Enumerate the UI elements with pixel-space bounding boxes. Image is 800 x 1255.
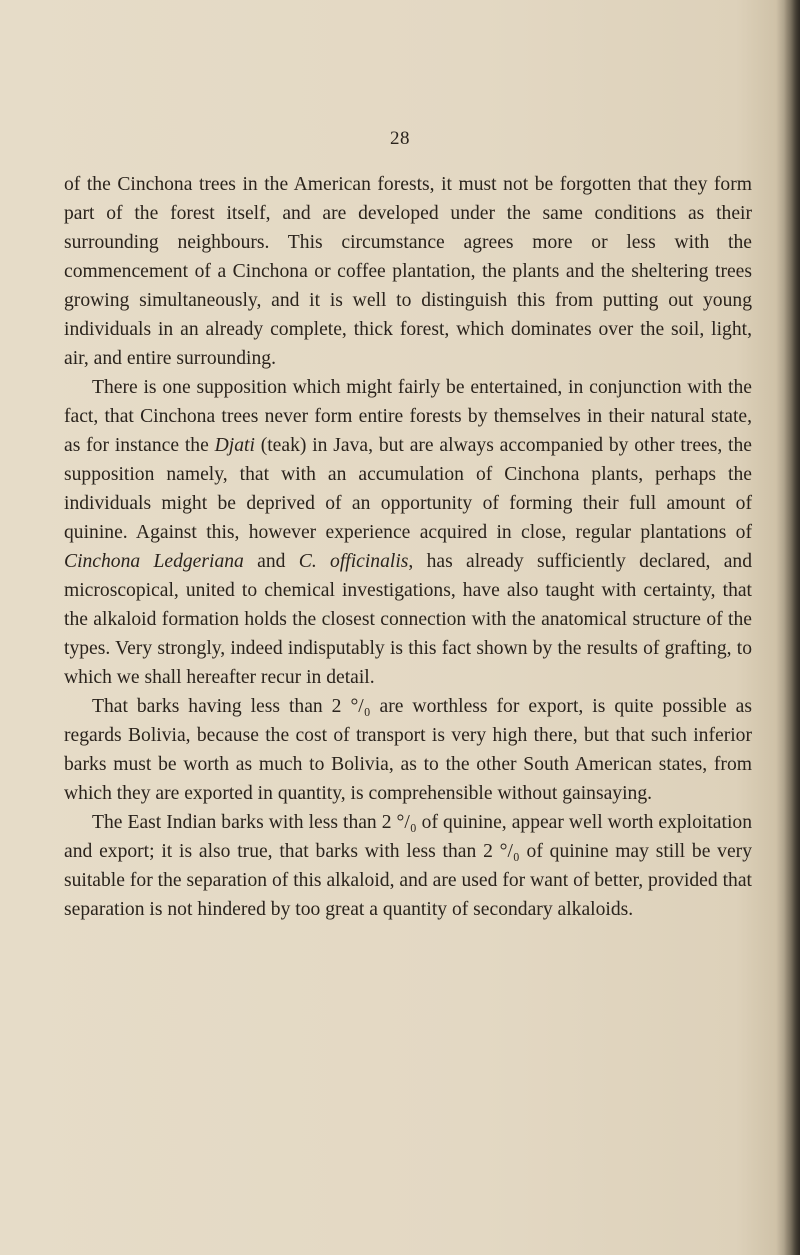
paragraph <box>64 808 752 924</box>
body-text <box>64 170 752 924</box>
text-run: and <box>243 551 299 572</box>
page-number: 28 <box>390 128 410 149</box>
paragraph <box>64 692 752 808</box>
text-run: of the Cinchona trees in the American forests, it must not be forgotten that they form part of the forest itself, and are developed under the same conditions as their surrounding neighbours. This circumstance agrees more or less with the commencement of a Cinchona or coffee plantation, the plants and the sheltering trees growing simultaneously, and it is well to distinguish this from putting out young individuals in an already complete, thick forest, which dominates over the soil, light, air, and entire surrounding. <box>64 174 752 369</box>
text-run: That barks having less than 2 °/₀ are worthless for export, is quite possible as regards Bolivia, because the cost of transport is very high there, but that such inferior barks must be worth as much to Bolivia, as to the other South American states, from which they are exported in quantity, is comprehensible without gainsaying. <box>64 696 752 804</box>
text-run: (teak) in Java, but are always accompanied by other trees, the supposition namely, that with an accumulation of Cinchona plants, perhaps the individuals might be deprived of an opportunity of forming their full amount of quinine. Against this, however experience acquired in close, regular plantations of <box>64 435 752 543</box>
paragraph <box>64 373 752 692</box>
page-edge-shadow <box>784 0 800 1255</box>
text-run: , has already sufficiently declared, and microscopical, united to chemical investigations, have also taught with certainty, that the alkaloid formation holds the closest connection with the anatomical structure of the types. Very strongly, indeed indisputably is this fact shown by the results of grafting, to which we shall hereafter recur in detail. <box>64 551 752 688</box>
text-run: There is one supposition which might fairly be entertained, in conjunction with the fact, that Cinchona trees never form entire forests by themselves in their natural state, as for instance the <box>64 377 752 456</box>
italic-term: C. officinalis <box>298 551 409 572</box>
paragraph <box>64 170 752 373</box>
italic-term: Cinchona Ledgeriana <box>64 551 244 572</box>
text-run: The East Indian barks with less than 2 °/₀ of quinine, appear well worth exploitation and export; it is also true, that barks with less than 2 °/₀ of quinine may still be very suitable for the separation of this alkaloid, and are used for want of better, provided that separation is not hindered by too great a quantity of secondary alkaloids. <box>64 812 752 920</box>
italic-term: Djati <box>214 435 255 456</box>
